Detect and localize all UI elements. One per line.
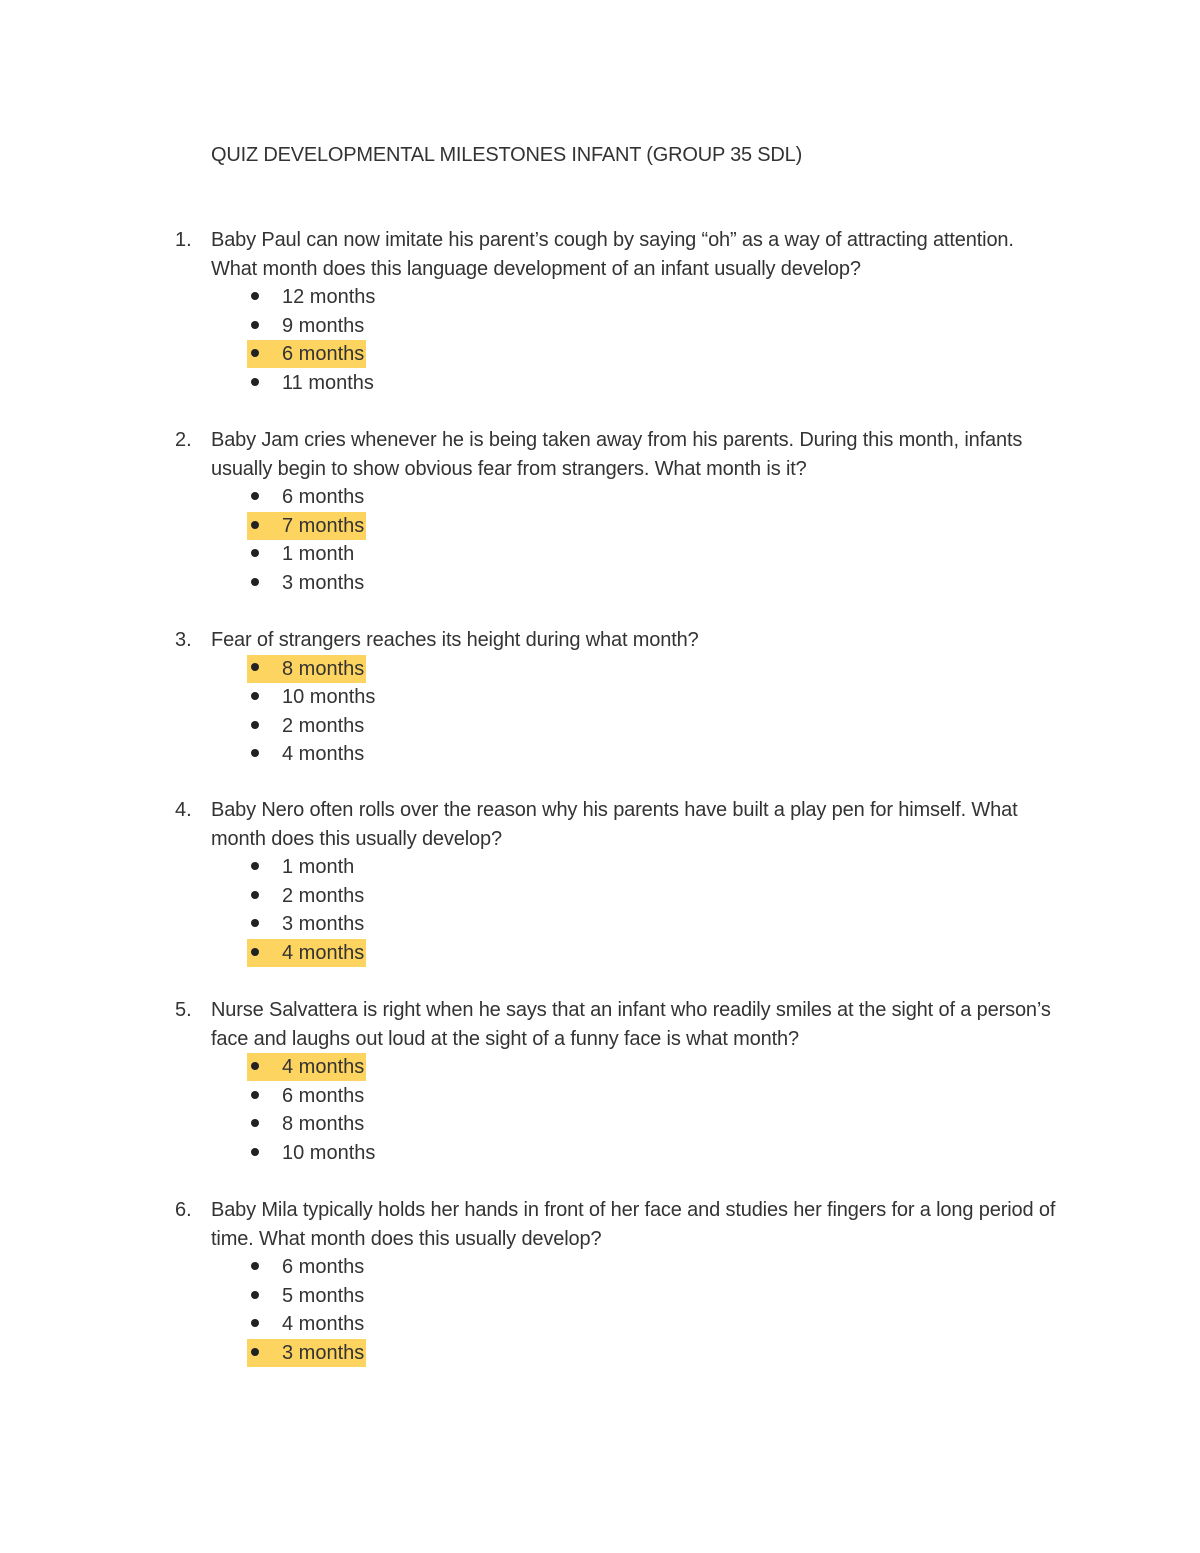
option-label: 10 months bbox=[282, 1141, 376, 1164]
option-label: 10 months bbox=[282, 686, 376, 709]
bullet-icon bbox=[251, 549, 259, 557]
bullet-icon bbox=[251, 891, 259, 899]
bullet-icon bbox=[251, 1262, 259, 1270]
option-label: 11 months bbox=[282, 371, 374, 394]
option-row bbox=[247, 1282, 366, 1310]
answer-option bbox=[247, 369, 377, 398]
option-label: 3 months bbox=[282, 913, 365, 936]
option-label: 9 months bbox=[282, 314, 365, 337]
option-row bbox=[247, 1082, 366, 1110]
answer-option bbox=[247, 1253, 366, 1282]
option-row bbox=[247, 483, 366, 511]
option-row bbox=[247, 683, 377, 711]
answer-option-highlighted bbox=[247, 1339, 366, 1368]
option-label: 1 month bbox=[282, 856, 355, 879]
option-label: 1 month bbox=[282, 543, 355, 566]
answer-option-highlighted bbox=[247, 1053, 377, 1082]
option-label: 7 months bbox=[282, 514, 365, 537]
option-label: 6 months bbox=[282, 1256, 365, 1279]
bullet-icon bbox=[251, 1119, 259, 1127]
answer-options bbox=[247, 853, 366, 967]
bullet-icon bbox=[251, 321, 259, 329]
question-text: Baby Mila typically holds her hands in front of her face and studies her fingers for a long period of time. What month does this usually develop? bbox=[211, 1199, 1056, 1250]
question-number: 3. bbox=[175, 629, 192, 651]
question-number: 1. bbox=[175, 229, 192, 251]
answer-options bbox=[247, 283, 377, 397]
option-label: 6 months bbox=[282, 343, 365, 366]
page-title: QUIZ DEVELOPMENTAL MILESTONES INFANT (GROUP 35 SDL) bbox=[211, 144, 803, 166]
answer-option bbox=[247, 910, 366, 939]
option-label: 6 months bbox=[282, 1084, 365, 1107]
question-text: Baby Paul can now imitate his parent’s cough by saying “oh” as a way of attracting attention. What month does this language development of an infant usually develop? bbox=[211, 229, 1014, 280]
bullet-icon bbox=[251, 862, 259, 870]
question-number: 2. bbox=[175, 429, 192, 451]
bullet-icon bbox=[251, 578, 259, 586]
bullet-icon bbox=[251, 1148, 259, 1156]
option-row bbox=[247, 655, 366, 683]
answer-option bbox=[247, 853, 366, 882]
answer-option bbox=[247, 283, 377, 312]
answer-option bbox=[247, 1110, 377, 1139]
answer-option bbox=[247, 712, 377, 741]
option-row bbox=[247, 340, 366, 368]
option-row bbox=[247, 283, 377, 311]
answer-options bbox=[247, 1053, 377, 1167]
question-text: Baby Nero often rolls over the reason why his parents have built a play pen for himself. What month does this usually develop? bbox=[211, 799, 1018, 850]
question-number: 6. bbox=[175, 1199, 192, 1221]
bullet-icon bbox=[251, 721, 259, 729]
option-label: 4 months bbox=[282, 1313, 365, 1336]
option-row bbox=[247, 882, 366, 910]
answer-options bbox=[247, 483, 366, 597]
option-label: 12 months bbox=[282, 286, 376, 309]
bullet-icon bbox=[251, 1319, 259, 1327]
question-text: Nurse Salvattera is right when he says that an infant who readily smiles at the sight of a person’s face and laughs out loud at the sight of a funny face is what month? bbox=[211, 999, 1051, 1050]
bullet-icon bbox=[251, 692, 259, 700]
option-label: 3 months bbox=[282, 1341, 365, 1364]
bullet-icon bbox=[251, 1291, 259, 1299]
bullet-icon bbox=[251, 521, 259, 529]
question-text: Fear of strangers reaches its height during what month? bbox=[211, 629, 699, 651]
bullet-icon bbox=[251, 749, 259, 757]
answer-option bbox=[247, 569, 366, 598]
bullet-icon bbox=[251, 663, 259, 671]
bullet-icon bbox=[251, 919, 259, 927]
answer-option bbox=[247, 882, 366, 911]
answer-options bbox=[247, 1253, 366, 1367]
option-row bbox=[247, 1339, 366, 1367]
option-row bbox=[247, 512, 366, 540]
question-number: 5. bbox=[175, 999, 192, 1021]
option-label: 3 months bbox=[282, 571, 365, 594]
option-row bbox=[247, 1139, 377, 1167]
question-number: 4. bbox=[175, 799, 192, 821]
bullet-icon bbox=[251, 1348, 259, 1356]
answer-option bbox=[247, 483, 366, 512]
option-row bbox=[247, 939, 366, 967]
answer-option-highlighted bbox=[247, 655, 377, 684]
option-row bbox=[247, 369, 376, 397]
bullet-icon bbox=[251, 492, 259, 500]
bullet-icon bbox=[251, 1062, 259, 1070]
option-row bbox=[247, 1110, 366, 1138]
question-text: Baby Jam cries whenever he is being taken away from his parents. During this month, infants usually begin to show obvious fear from strangers. What month is it? bbox=[211, 429, 1023, 480]
answer-option-highlighted bbox=[247, 512, 366, 541]
answer-option-highlighted bbox=[247, 939, 366, 968]
answer-option bbox=[247, 740, 377, 769]
option-label: 4 months bbox=[282, 743, 365, 766]
option-row bbox=[247, 1053, 366, 1081]
option-row bbox=[247, 569, 366, 597]
option-row bbox=[247, 712, 366, 740]
answer-option bbox=[247, 1282, 366, 1311]
option-row bbox=[247, 312, 366, 340]
answer-option bbox=[247, 312, 377, 341]
option-row bbox=[247, 853, 356, 881]
option-label: 8 months bbox=[282, 1113, 365, 1136]
answer-option bbox=[247, 1310, 366, 1339]
bullet-icon bbox=[251, 349, 259, 357]
option-label: 4 months bbox=[282, 1056, 365, 1079]
option-row bbox=[247, 910, 366, 938]
option-label: 6 months bbox=[282, 486, 365, 509]
bullet-icon bbox=[251, 1091, 259, 1099]
answer-option bbox=[247, 540, 366, 569]
option-row bbox=[247, 540, 356, 568]
bullet-icon bbox=[251, 948, 259, 956]
answer-option bbox=[247, 1082, 377, 1111]
answer-option bbox=[247, 1139, 377, 1168]
answer-option bbox=[247, 683, 377, 712]
bullet-icon bbox=[251, 292, 259, 300]
option-row bbox=[247, 740, 366, 768]
option-label: 2 months bbox=[282, 714, 365, 737]
option-row bbox=[247, 1310, 366, 1338]
option-row bbox=[247, 1253, 366, 1281]
option-label: 4 months bbox=[282, 941, 365, 964]
bullet-icon bbox=[251, 378, 259, 386]
option-label: 2 months bbox=[282, 884, 365, 907]
answer-options bbox=[247, 655, 377, 769]
answer-option-highlighted bbox=[247, 340, 377, 369]
option-label: 8 months bbox=[282, 657, 365, 680]
option-label: 5 months bbox=[282, 1284, 365, 1307]
